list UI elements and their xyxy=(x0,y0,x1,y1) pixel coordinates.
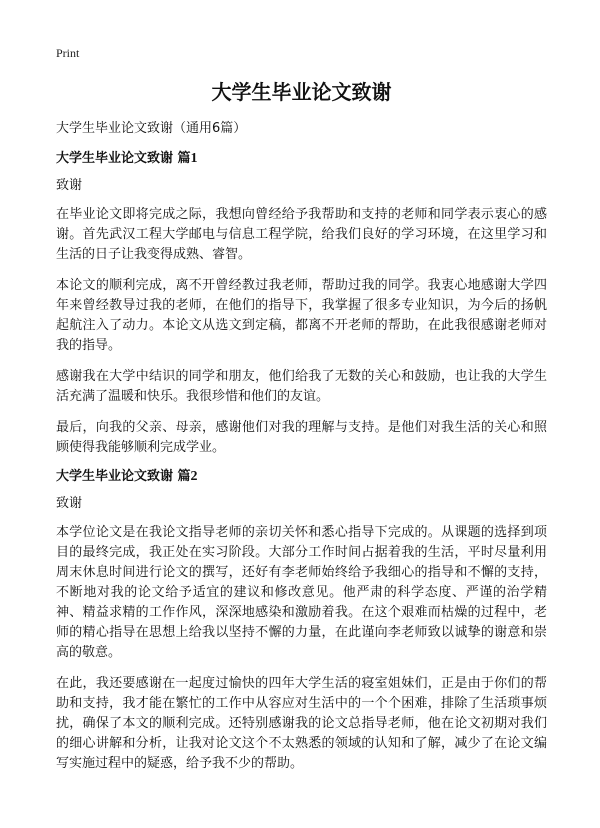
print-link[interactable]: Print xyxy=(56,46,80,60)
section-heading-text: 大学生毕业论文致谢 篇 xyxy=(56,469,191,484)
acknowledgement-label: 致谢 xyxy=(56,178,83,193)
document-subtitle: 大学生毕业论文致谢（通用6篇） xyxy=(56,121,247,136)
section-number: 2 xyxy=(190,469,198,484)
paragraph: 本学位论文是在我论文指导老师的亲切关怀和悉心指导下完成的。从课题的选择到项目的最终完成，我正处在实习阶段。大部分工作时间占据着我的生活，平时尽量利用周末休息时间进行论文的撰写，还好有李老师始终给予我细心的指导和不懈的支持，不断地对我的论文给予适宜的建议和修改意见。他严肃的科学态度、严谨的治学精神、精益求精的工作作风，深深地感染和激励着我。在这个艰难而枯燥的过程中，老师的精心指导在思想上给我以坚持不懈的力量，在此谨向李老师致以诚挚的谢意和崇高的敬意。 xyxy=(56,525,547,660)
section-number: 1 xyxy=(190,151,198,166)
paragraph: 在毕业论文即将完成之际，我想向曾经给予我帮助和支持的老师和同学表示衷心的感谢。首先武汉工程大学邮电与信息工程学院，给我们良好的学习环境，在这里学习和生活的日子让我变得成熟、睿智。 xyxy=(56,207,547,262)
paragraph: 感谢我在大学中结识的同学和朋友，他们给我了无数的关心和鼓励，也让我的大学生活充满了温暖和快乐。我很珍惜和他们的友谊。 xyxy=(56,369,547,404)
paragraph: 在此，我还要感谢在一起度过愉快的四年大学生活的寝室姐妹们，正是由于你们的帮助和支持，我才能在繁忙的工作中从容应对生活中的一个个困难，排除了生活琐事烦扰，确保了本文的顺利完成。还特别感谢我的论文总指导老师，他在论文初期对我们的细心讲解和分析，让我对论文这个不太熟悉的领域的认知和了解，减少了在论文编写实施过程中的疑惑，给予我不少的帮助。 xyxy=(56,676,547,771)
section-heading xyxy=(56,469,547,485)
acknowledgement-label: 致谢 xyxy=(56,496,83,511)
section-2 xyxy=(56,469,547,774)
section-1 xyxy=(56,151,547,458)
paragraph: 本论文的顺利完成，离不开曾经教过我老师，帮助过我的同学。我衷心地感谢大学四年来曾经教导过我的老师，在他们的指导下，我掌握了很多专业知识，为今后的扬帆起航注入了动力。本论文从选文到定稿，都离不开老师的帮助，在此我很感谢老师对我的指导。 xyxy=(56,278,547,353)
page-title: 大学生毕业论文致谢 xyxy=(211,80,392,104)
section-heading xyxy=(56,151,547,167)
paragraph: 最后，向我的父亲、母亲，感谢他们对我的理解与支持。是他们对我生活的关心和照顾使得我能够顺利完成学业。 xyxy=(56,420,547,455)
section-heading-text: 大学生毕业论文致谢 篇 xyxy=(56,151,191,166)
document-content xyxy=(56,151,547,785)
